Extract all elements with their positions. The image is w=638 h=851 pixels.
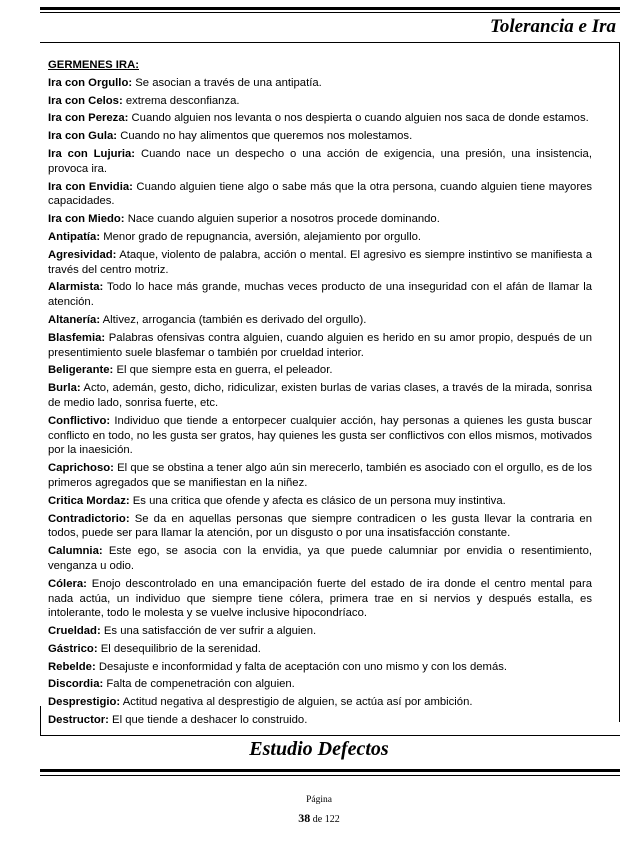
definition-text: Altivez, arrogancia (también es derivado del orgullo). <box>102 313 367 326</box>
content-box-top-border <box>40 42 620 43</box>
header-rule-thin <box>40 12 620 13</box>
definition-entry <box>48 512 592 542</box>
definition-term: Antipatía: <box>48 230 101 243</box>
page-label: Página <box>306 795 332 805</box>
definition-entry <box>48 212 592 227</box>
definition-entry <box>48 494 592 509</box>
definition-term: Destructor: <box>48 714 109 727</box>
definition-text: Todo lo hace más grande, muchas veces producto de una inseguridad con el afán de llamar la atención. <box>48 281 593 309</box>
definition-term: Ira con Miedo: <box>48 213 125 226</box>
definition-term: Crueldad: <box>48 625 101 638</box>
definition-text: Falta de compenetración con alguien. <box>106 678 295 691</box>
definition-term: Rebelde: <box>48 660 96 673</box>
definition-text: Enojo descontrolado en una emancipación fuerte del estado de ira donde el centro mental para nada actúa, un individuo que siempre tiene cólera, primera trae en si nervios y después estalla, es intolerante, todo le molesta y se vuelve inclusive hipocondríaco. <box>48 577 592 620</box>
definition-term: Calumnia: <box>48 545 103 558</box>
page-number-line <box>0 811 638 826</box>
definition-entry <box>48 695 592 710</box>
section-heading: GERMENES IRA: <box>48 59 140 71</box>
definition-entry <box>48 414 592 458</box>
definition-text: Este ego, se asocia con la envidia, ya que puede calumniar por envidia o resentimiento, venganza u odio. <box>48 545 592 572</box>
definition-text: Individuo que tiende a entorpecer cualquier acción, hay personas a quienes les gusta buscar conflicto en todo, no les gusta ser gratos, hay quienes les gusta ser conflictivos con ellos mismos, motivados por la inaesición. <box>48 414 592 457</box>
footer-rule-thick <box>40 769 620 772</box>
definition-text: Acto, ademán, gesto, dicho, ridiculizar, existen burlas de varias clases, a través de la mirada, sonrisa de medio lado, sonrisa fuerte, etc. <box>48 382 592 409</box>
definition-text: extrema desconfianza. <box>125 94 240 107</box>
footer-rule-thin <box>40 775 620 776</box>
content-box-right-border <box>619 42 620 722</box>
definition-text: Cuando no hay alimentos que queremos nos molestamos. <box>120 130 413 143</box>
definition-entry <box>48 642 592 657</box>
definition-text: Nace cuando alguien superior a nosotros procede dominando. <box>127 213 440 226</box>
definition-term: Ira con Envidia: <box>48 180 133 193</box>
definition-entry <box>48 248 592 278</box>
definition-entry <box>48 461 592 491</box>
definition-text: Ataque, violento de palabra, acción o mental. El agresivo es siempre instintivo se manifiesta a través del centro motriz. <box>48 248 592 276</box>
definition-entry <box>48 713 592 728</box>
definition-term: Gástrico: <box>48 642 98 655</box>
definition-entry <box>48 313 592 328</box>
definition-text: El que tiende a deshacer lo construido. <box>112 714 308 727</box>
definition-entry <box>48 624 592 639</box>
definition-term: Caprichoso: <box>48 462 114 475</box>
definition-text: Se asocian a través de una antipatía. <box>135 76 322 89</box>
header-title: Tolerancia e Ira <box>490 16 616 37</box>
definition-text: Es una critica que ofende y afecta es clásico de un persona muy instintiva. <box>132 494 506 507</box>
definition-entry <box>48 111 592 126</box>
definition-term: Critica Mordaz: <box>48 494 130 507</box>
definition-text: Cuando alguien tiene algo o sabe más que la otra persona, cuando alguien tiene mayores capacidades. <box>48 180 593 208</box>
definition-term: Ira con Pereza: <box>48 112 129 125</box>
definition-term: Conflictivo: <box>48 414 111 427</box>
definition-entry <box>48 129 592 144</box>
definition-term: Ira con Gula: <box>48 130 118 143</box>
header-rule-thick <box>40 7 620 10</box>
definition-term: Alarmista: <box>48 281 104 294</box>
definition-entry <box>48 577 592 621</box>
content-box-left-border <box>40 706 41 736</box>
definition-term: Ira con Celos: <box>48 94 123 107</box>
definition-entry <box>48 94 592 109</box>
definition-entry <box>48 76 592 91</box>
definition-text: Cuando alguien nos levanta o nos despierta o cuando alguien nos saca de donde estamos. <box>131 112 589 125</box>
definition-entry <box>48 180 592 210</box>
definition-term: Beligerante: <box>48 364 114 377</box>
definition-entry <box>48 660 592 675</box>
definition-entry <box>48 381 592 411</box>
definition-entry <box>48 363 592 378</box>
document-body <box>48 58 592 731</box>
definition-entry <box>48 544 592 574</box>
definition-text: Se da en aquellas personas que siempre contradicen o les gusta llevar la contraria en todos, puede ser para llamar la atención, por un disgusto o por una insatisfacción constante. <box>48 512 592 540</box>
definition-term: Agresividad: <box>48 248 117 261</box>
definition-entry <box>48 677 592 692</box>
definition-term: Ira con Orgullo: <box>48 76 133 89</box>
definition-term: Altanería: <box>48 313 101 326</box>
definition-entry <box>48 147 592 177</box>
definition-entry <box>48 331 592 361</box>
definition-text: El desequilibrio de la serenidad. <box>100 642 261 655</box>
definition-term: Blasfemia: <box>48 331 106 344</box>
page-number: 38 <box>298 811 311 825</box>
definition-term: Desprestigio: <box>48 696 121 709</box>
definition-term: Discordia: <box>48 678 104 691</box>
definition-text: Cuando nace un despecho o una acción de exigencia, una presión, una insistencia, provoca ira. <box>48 147 592 175</box>
definition-entry <box>48 280 592 310</box>
definition-text: El que siempre esta en guerra, el peleador. <box>116 364 333 377</box>
definition-term: Ira con Lujuria: <box>48 147 136 160</box>
definition-text: Es una satisfacción de ver sufrir a alguien. <box>103 625 317 638</box>
definition-entry <box>48 230 592 245</box>
definition-text: Menor grado de repugnancia, aversión, alejamiento por orgullo. <box>103 230 421 243</box>
content-box-bottom-border <box>40 735 620 736</box>
definition-text: Palabras ofensivas contra alguien, cuando alguien es herido en su amor propio, después de un presentimiento suele blasfemar o también por crueldad interior. <box>48 331 592 359</box>
page-total: de 122 <box>312 814 340 825</box>
definition-term: Contradictorio: <box>48 512 130 525</box>
definition-list <box>48 76 592 728</box>
definition-text: Actitud negativa al desprestigio de alguien, se actúa así por ambición. <box>122 696 473 709</box>
definition-term: Burla: <box>48 382 81 395</box>
footer-title: Estudio Defectos <box>249 738 389 760</box>
definition-text: El que se obstina a tener algo aún sin merecerlo, también es asociado con el orgullo, es de los primeros agregados que se manifiestan en la niñez. <box>48 462 592 489</box>
definition-term: Cólera: <box>48 577 87 590</box>
definition-text: Desajuste e inconformidad y falta de aceptación con uno mismo y con los demás. <box>98 660 508 673</box>
